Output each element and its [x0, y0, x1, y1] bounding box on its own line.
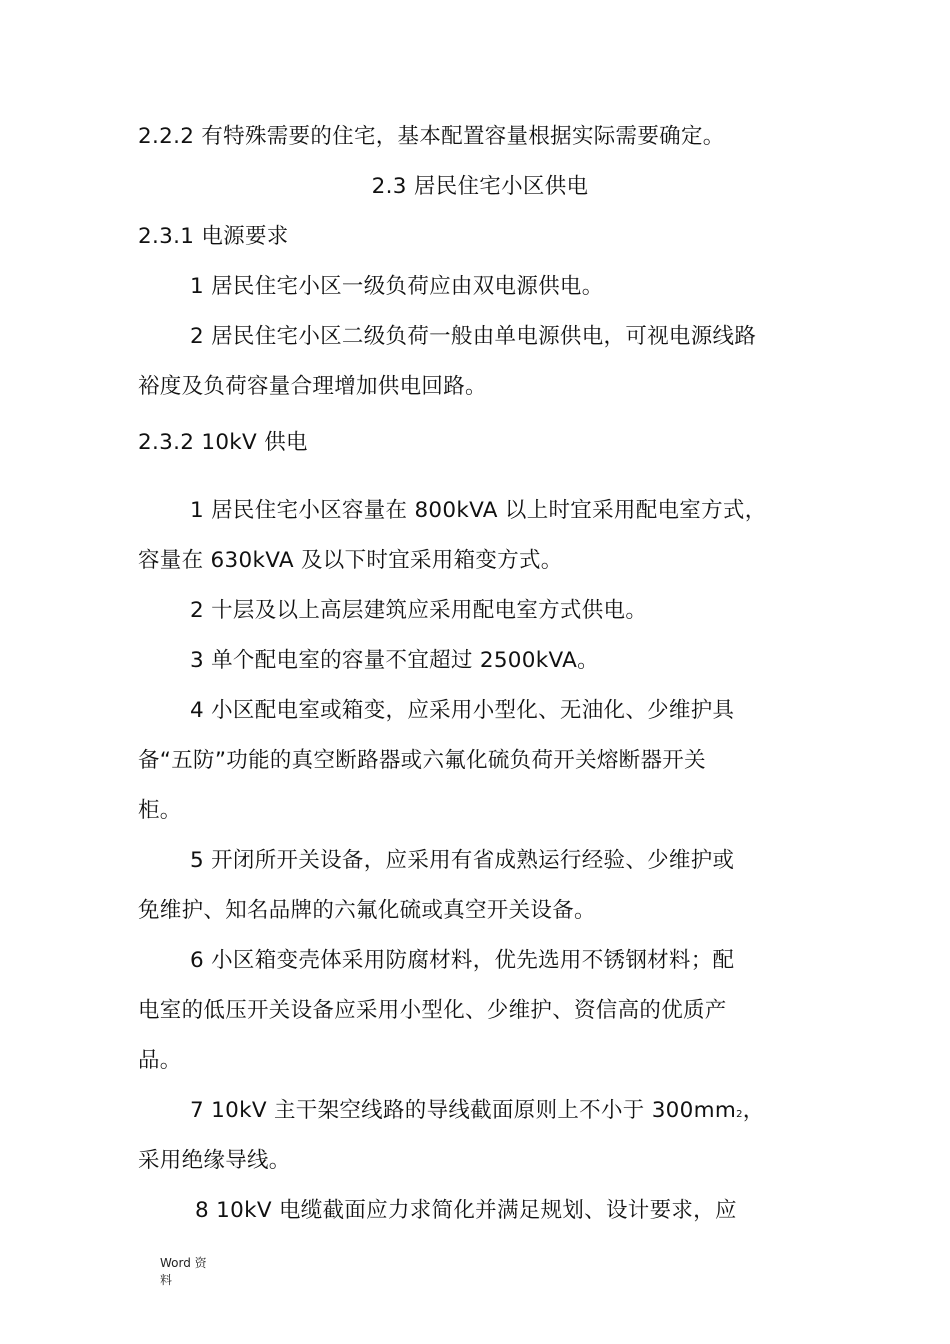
footer-label-line-1: Word 资 — [160, 1256, 207, 1270]
paragraph-2-3-1-item-2-line-1: 2 居民住宅小区二级负荷一般由单电源供电，可视电源线路 — [190, 324, 757, 349]
paragraph-2-3-2-item-6-line-3: 品。 — [138, 1048, 182, 1073]
paragraph-2-3-2-item-1-line-1: 1 居民住宅小区容量在 800kVA 以上时宜采用配电室方式， — [190, 498, 767, 523]
paragraph-2-3-2-item-4-line-3: 柜。 — [138, 798, 182, 823]
paragraph-2-3-2-item-2: 2 十层及以上高层建筑应采用配电室方式供电。 — [190, 598, 648, 623]
paragraph-2-3-2-item-6-line-2: 电室的低压开关设备应采用小型化、少维护、资信高的优质产 — [138, 998, 727, 1023]
subsection-heading-2-3-2: 2.3.2 10kV 供电 — [138, 430, 308, 455]
footer-label-line-2: 料 — [160, 1273, 173, 1287]
paragraph-2-3-2-item-7-line-1 — [190, 1096, 890, 1130]
item-7-text: 7 10kV 主干架空线路的导线截面原则上不小于 300mm — [190, 1098, 737, 1123]
paragraph-2-3-2-item-1-line-2: 容量在 630kVA 及以下时宜采用箱变方式。 — [138, 548, 563, 573]
paragraph-2-3-1-item-1: 1 居民住宅小区一级负荷应由双电源供电。 — [190, 274, 604, 299]
paragraph-2-3-1-item-2-line-2: 裕度及负荷容量合理增加供电回路。 — [138, 374, 487, 399]
paragraph-2-3-2-item-5-line-2: 免维护、知名品牌的六氟化硫或真空开关设备。 — [138, 898, 596, 923]
clause-2-2-2: 2.2.2 有特殊需要的住宅，基本配置容量根据实际需要确定。 — [138, 124, 725, 149]
subscript-2: 2 — [736, 1109, 743, 1120]
paragraph-2-3-2-item-5-line-1: 5 开闭所开关设备，应采用有省成熟运行经验、少维护或 — [190, 848, 735, 873]
subsection-heading-2-3-1: 2.3.1 电源要求 — [138, 224, 289, 249]
paragraph-2-3-2-item-3: 3 单个配电室的容量不宜超过 2500kVA。 — [190, 648, 599, 673]
paragraph-2-3-2-item-8-line-1: 8 10kV 电缆截面应力求简化并满足规划、设计要求，应 — [195, 1198, 737, 1223]
paragraph-2-3-2-item-4-line-1: 4 小区配电室或箱变，应采用小型化、无油化、少维护具 — [190, 698, 735, 723]
item-7-comma: ， — [742, 1098, 765, 1123]
paragraph-2-3-2-item-7-line-2: 采用绝缘导线。 — [138, 1148, 291, 1173]
section-heading-2-3: 2.3 居民住宅小区供电 — [371, 174, 589, 199]
paragraph-2-3-2-item-6-line-1: 6 小区箱变壳体采用防腐材料，优先选用不锈钢材料；配 — [190, 948, 735, 973]
page-footer — [160, 1255, 207, 1289]
paragraph-2-3-2-item-4-line-2: 备“五防”功能的真空断路器或六氟化硫负荷开关熔断器开关 — [138, 748, 706, 773]
